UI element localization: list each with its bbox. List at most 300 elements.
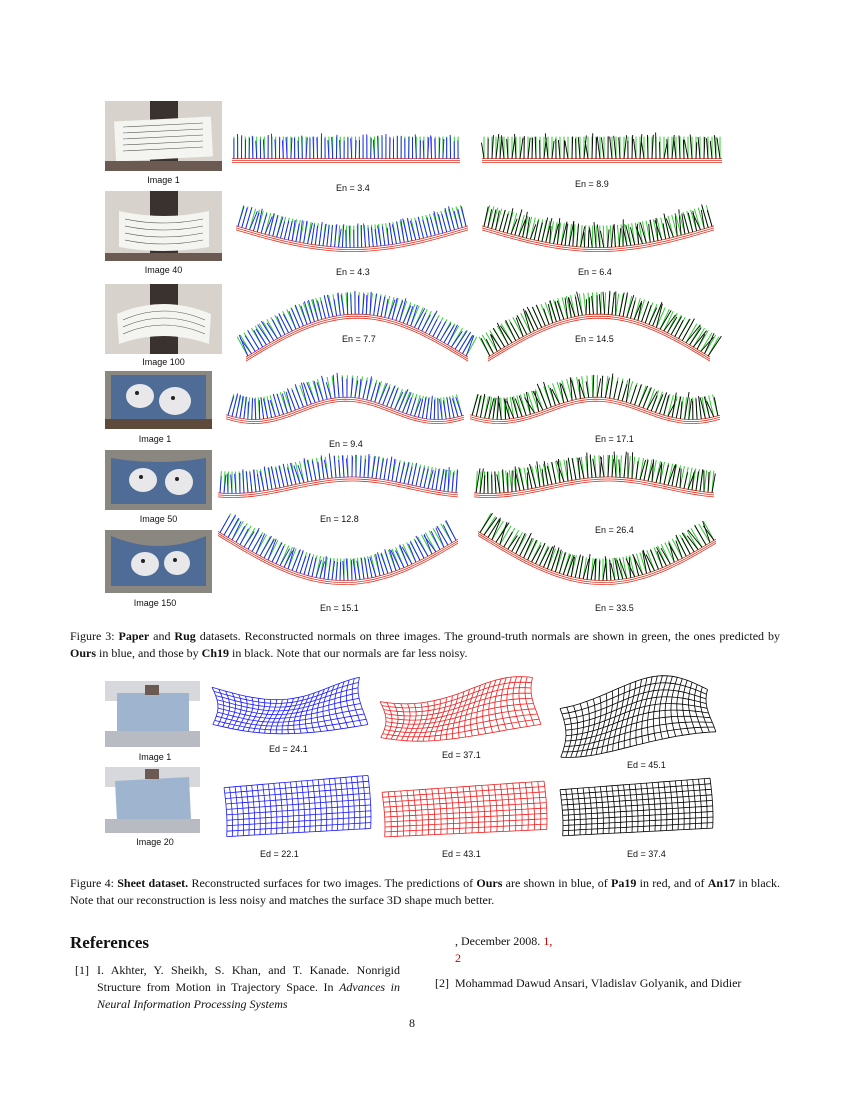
surface-line: [236, 230, 468, 252]
predicted-normal: [257, 474, 260, 491]
predicted-normal: [624, 452, 626, 478]
mesh-line: [340, 778, 343, 830]
paper-photo-100: [105, 284, 222, 354]
predicted-normal: [647, 135, 648, 159]
predicted-normal: [536, 305, 545, 326]
predicted-normal: [588, 230, 589, 247]
mesh-line: [386, 703, 392, 739]
mesh-line: [291, 782, 294, 833]
mesh-line: [313, 780, 316, 832]
ours-normal-error: En = 4.3: [336, 267, 370, 277]
predicted-normal: [608, 229, 609, 247]
mesh-line: [329, 685, 335, 729]
predicted-normal: [380, 459, 384, 479]
mesh-line: [648, 676, 658, 742]
ours-depth-error: Ed = 24.1: [269, 744, 308, 754]
predicted-normal: [491, 335, 501, 350]
predicted-normal: [257, 209, 262, 232]
predicted-normal: [610, 374, 613, 399]
an17-depth-error: Ed = 37.4: [627, 849, 666, 859]
predicted-normal: [396, 463, 400, 482]
predicted-normal: [664, 465, 669, 485]
mesh-line: [572, 789, 575, 835]
predicted-normal: [684, 140, 688, 159]
mesh-line: [463, 787, 466, 834]
mesh-line: [687, 780, 690, 829]
surface-line: [218, 535, 458, 584]
citation-link[interactable]: 2: [455, 951, 461, 965]
mesh-line: [566, 707, 572, 757]
mesh-line: [612, 786, 615, 833]
predicted-normal: [388, 300, 395, 319]
predicted-normal: [384, 459, 387, 480]
predicted-normal: [416, 467, 420, 486]
predicted-normal: [685, 392, 689, 419]
predicted-normal: [250, 472, 252, 492]
paper-photo-1: [105, 101, 222, 171]
ours-normal-error: En = 7.7: [342, 334, 376, 344]
mesh-line: [318, 780, 321, 832]
mesh-line: [444, 788, 447, 834]
predicted-normal: [408, 467, 412, 485]
predicted-normal: [342, 377, 343, 397]
predicted-normal: [248, 402, 249, 420]
figure-4-caption: Figure 4: Sheet dataset. Reconstructed surfaces for two images. The predictions of Ours are shown in blue, of Pa19 in red, and of An17 in black. Note that our reconstruction is less noisy and matches the surface 3D shape much better.: [70, 876, 780, 907]
mesh-line: [495, 679, 501, 732]
image-label: Image 1: [138, 434, 172, 444]
predicted-normal: [360, 456, 361, 477]
ground-truth-normal: [691, 528, 702, 547]
predicted-normal: [612, 292, 614, 315]
mesh-line: [233, 695, 242, 729]
reference-1: [1] I. Akhter, Y. Sheikh, S. Khan, and T. Kanade. Nonrigid Structure from Motion in Trajectory Space. In Advances in Neural Information Processing Systems: [75, 963, 400, 1011]
mesh-line: [482, 785, 485, 832]
mesh-line: [279, 783, 282, 834]
mesh-line: [241, 786, 244, 836]
mesh-line: [230, 787, 233, 836]
predicted-normal: [593, 375, 594, 397]
normals-plot-ours: [218, 515, 458, 597]
predicted-normal: [564, 140, 565, 158]
predicted-normal: [287, 388, 295, 410]
mesh-line: [335, 778, 338, 830]
mesh-line: [358, 677, 368, 724]
mesh-line: [677, 679, 683, 736]
predicted-normal: [416, 221, 420, 240]
predicted-normal: [323, 224, 326, 246]
predicted-normal: [220, 476, 221, 493]
predicted-normal: [351, 294, 352, 314]
predicted-normal: [603, 292, 605, 315]
predicted-normal: [328, 559, 331, 579]
predicted-normal: [334, 299, 337, 316]
predicted-normal: [429, 319, 437, 334]
mesh-line: [235, 787, 238, 836]
mesh-line: [302, 781, 305, 832]
reference-number: [1]: [75, 963, 89, 977]
predicted-normal: [484, 207, 488, 227]
figure-3-caption: Figure 3: Paper and Rug datasets. Reconstructed normals on three images. The ground-truth normals are shown in green, the ones predicted by Ours in blue, and those by Ch19 in black. Note that our normals are far less noisy.: [70, 629, 780, 660]
surface-mesh-ours: [208, 678, 368, 740]
predicted-normal: [430, 217, 435, 235]
normals-plot-ch19: [488, 283, 710, 361]
mesh-line: [532, 782, 535, 830]
predicted-normal: [304, 221, 307, 243]
predicted-normal: [448, 467, 449, 492]
mesh-line: [647, 783, 650, 831]
image-label: Image 100: [142, 357, 185, 367]
predicted-normal: [696, 398, 697, 419]
mesh-line: [671, 677, 677, 736]
mesh-line: [577, 788, 580, 835]
predicted-normal: [321, 301, 326, 319]
predicted-normal: [400, 463, 405, 483]
pa19-depth-error: Ed = 37.1: [442, 750, 481, 760]
predicted-normal: [321, 455, 324, 479]
normals-plot-ch19: [482, 128, 722, 164]
mesh-line: [388, 792, 391, 837]
mesh-line: [525, 782, 528, 830]
predicted-normal: [296, 224, 299, 242]
mesh-line: [263, 784, 266, 834]
predicted-normal: [423, 220, 428, 238]
predicted-normal: [295, 384, 303, 407]
predicted-normal: [619, 460, 620, 478]
predicted-normal: [312, 461, 316, 481]
mesh-line: [519, 783, 522, 831]
ch19-normal-error: En = 8.9: [575, 179, 609, 189]
predicted-normal: [381, 297, 385, 317]
predicted-normal: [227, 474, 228, 494]
predicted-normal: [284, 221, 289, 239]
ground-truth-normal: [688, 468, 692, 490]
ours-normal-error: En = 12.8: [320, 514, 359, 524]
mesh-line: [432, 789, 435, 835]
mesh-line: [706, 690, 716, 732]
predicted-normal: [388, 457, 392, 481]
mesh-line: [600, 787, 603, 834]
predicted-normal: [676, 468, 680, 487]
predicted-normal: [277, 316, 285, 334]
predicted-normal: [614, 452, 616, 478]
mesh-line: [513, 677, 520, 728]
mesh-line: [324, 779, 327, 831]
mesh-line: [624, 785, 627, 833]
predicted-normal: [420, 468, 425, 487]
predicted-normal: [547, 466, 552, 484]
mesh-line: [635, 784, 638, 832]
mesh-line: [419, 790, 422, 836]
predicted-normal: [587, 554, 590, 579]
predicted-normal: [435, 139, 436, 159]
predicted-normal: [714, 397, 718, 416]
predicted-normal: [248, 330, 259, 349]
predicted-normal: [292, 550, 300, 571]
predicted-normal: [366, 295, 367, 314]
predicted-normal: [377, 296, 381, 316]
mesh-line: [583, 788, 586, 835]
predicted-normal: [298, 141, 299, 159]
predicted-normal: [447, 398, 450, 419]
predicted-normal: [292, 308, 300, 327]
predicted-normal: [557, 301, 564, 320]
predicted-normal: [707, 210, 712, 226]
predicted-normal: [446, 520, 456, 540]
predicted-normal: [327, 225, 329, 246]
surface-line: [236, 228, 468, 250]
predicted-normal: [480, 513, 493, 532]
predicted-normal: [696, 471, 698, 490]
mesh-line: [531, 678, 541, 725]
ch19-normal-error: En = 14.5: [575, 334, 614, 344]
predicted-normal: [277, 217, 283, 237]
predicted-normal: [577, 224, 579, 247]
predicted-normal: [385, 299, 388, 317]
predicted-normal: [276, 468, 280, 488]
mesh-line: [659, 676, 667, 739]
predicted-normal: [530, 464, 536, 488]
mesh-line: [451, 788, 454, 834]
predicted-normal: [418, 399, 422, 417]
reference-2: [2] Mohammad Dawud Ansari, Vladislav Golyanik, and Didier: [435, 976, 742, 990]
mesh-line: [268, 784, 271, 834]
reference-number: [2]: [435, 976, 449, 990]
predicted-normal: [682, 538, 690, 554]
mesh-line: [560, 790, 563, 836]
ground-truth-normal: [513, 317, 523, 336]
predicted-normal: [307, 460, 312, 481]
mesh-line: [417, 702, 428, 741]
predicted-normal: [534, 220, 538, 240]
surface-line: [478, 535, 716, 584]
mesh-line: [606, 786, 609, 833]
mesh-line: [351, 777, 354, 830]
ours-normal-error: En = 3.4: [336, 183, 370, 193]
citation-link[interactable]: 1: [543, 934, 550, 948]
predicted-normal: [626, 378, 630, 402]
mesh-line: [469, 786, 472, 833]
predicted-normal: [315, 226, 317, 245]
predicted-normal: [510, 322, 519, 338]
predicted-normal: [282, 394, 287, 414]
predicted-normal: [612, 225, 614, 247]
mesh-line: [494, 785, 497, 832]
mesh-line: [323, 687, 329, 730]
predicted-normal: [528, 540, 537, 560]
ours-depth-error: Ed = 22.1: [260, 849, 299, 859]
mesh-line: [670, 781, 673, 830]
predicted-normal: [374, 294, 377, 316]
predicted-normal: [261, 397, 264, 419]
mesh-line: [576, 704, 584, 758]
mesh-line: [704, 779, 707, 829]
mesh-line: [212, 687, 218, 724]
predicted-normal: [461, 206, 466, 226]
ch19-normal-error: En = 33.5: [595, 603, 634, 613]
predicted-normal: [424, 469, 428, 488]
predicted-normal: [397, 222, 401, 243]
mesh-line: [618, 785, 621, 833]
surface-mesh-pa19: [378, 778, 548, 840]
mesh-line: [652, 783, 655, 832]
mesh-line: [216, 714, 364, 726]
predicted-normal: [632, 452, 633, 478]
rug-photo-50: [105, 450, 212, 510]
predicted-normal: [287, 467, 292, 485]
predicted-normal: [700, 469, 703, 491]
mesh-line: [642, 677, 652, 744]
predicted-normal: [368, 454, 369, 478]
predicted-normal: [363, 380, 367, 399]
predicted-normal: [371, 138, 372, 159]
image-label: Image 40: [144, 265, 183, 275]
predicted-normal: [539, 547, 548, 565]
pa19-depth-error: Ed = 43.1: [442, 849, 481, 859]
predicted-normal: [296, 550, 303, 572]
mesh-line: [589, 788, 592, 835]
ground-truth-normal: [592, 226, 593, 248]
predicted-normal: [367, 376, 372, 400]
predicted-normal: [437, 322, 446, 339]
predicted-normal: [288, 221, 292, 240]
surface-mesh-an17: [556, 775, 714, 839]
mesh-line: [252, 785, 255, 835]
predicted-normal: [568, 458, 572, 481]
mesh-line: [560, 709, 566, 758]
image-label: Image 150: [133, 598, 177, 608]
predicted-normal: [430, 396, 432, 420]
predicted-normal: [675, 320, 683, 336]
predicted-normal: [260, 471, 264, 491]
predicted-normal: [302, 136, 303, 159]
references-heading: References: [70, 933, 149, 952]
predicted-normal: [610, 560, 611, 580]
mesh-line: [407, 791, 410, 836]
mesh-line: [693, 780, 696, 830]
mesh-line: [681, 780, 684, 829]
predicted-normal: [622, 384, 627, 401]
predicted-normal: [440, 323, 451, 340]
surface-mesh-ours: [220, 772, 372, 840]
mesh-line: [500, 784, 503, 831]
predicted-normal: [329, 453, 332, 478]
mesh-line: [213, 725, 368, 734]
mesh-line: [224, 788, 227, 837]
predicted-normal: [220, 516, 230, 533]
mesh-line: [413, 790, 416, 835]
predicted-normal: [387, 386, 396, 407]
predicted-normal: [269, 467, 272, 489]
mesh-line: [401, 791, 404, 836]
image-label: Image 50: [139, 514, 178, 524]
mesh-line: [412, 703, 422, 741]
predicted-normal: [618, 381, 623, 400]
predicted-normal: [596, 138, 597, 159]
predicted-normal: [352, 456, 353, 477]
sheet-photo-20: [105, 767, 200, 833]
mesh-line: [285, 783, 288, 834]
predicted-normal: [684, 472, 688, 488]
surface-mesh-pa19: [376, 680, 541, 748]
normals-plot-ours: [236, 198, 468, 260]
mesh-line: [471, 685, 481, 736]
mesh-line: [629, 784, 632, 832]
predicted-normal: [271, 466, 276, 488]
mesh-line: [335, 684, 342, 729]
predicted-normal: [708, 472, 709, 493]
mesh-line: [363, 776, 366, 829]
mesh-line: [357, 776, 360, 829]
image-label: Image 1: [138, 752, 172, 762]
predicted-normal: [437, 526, 448, 545]
mesh-line: [346, 777, 349, 829]
mesh-line: [307, 781, 310, 832]
mesh-line: [296, 782, 299, 833]
mesh-line: [507, 784, 510, 832]
mesh-line: [683, 680, 690, 734]
predicted-normal: [337, 373, 339, 398]
ch19-normal-error: En = 26.4: [595, 525, 634, 535]
predicted-normal: [365, 558, 368, 579]
mesh-line: [476, 786, 479, 833]
predicted-normal: [245, 336, 255, 352]
mesh-line: [641, 784, 644, 832]
normals-plot-ours: [218, 455, 458, 510]
predicted-normal: [312, 558, 316, 577]
image-label: Image 1: [147, 175, 180, 185]
mesh-line: [507, 677, 514, 729]
ch19-normal-error: En = 17.1: [595, 434, 634, 444]
mesh-line: [368, 775, 371, 828]
mesh-line: [243, 697, 253, 730]
ground-truth-normal: [584, 293, 586, 315]
predicted-normal: [426, 398, 429, 419]
normals-plot-ch19: [482, 198, 714, 260]
predicted-normal: [620, 559, 627, 578]
mesh-line: [566, 789, 569, 835]
mesh-line: [329, 779, 332, 831]
predicted-normal: [370, 292, 371, 315]
predicted-normal: [390, 223, 393, 244]
predicted-normal: [264, 467, 268, 491]
predicted-normal: [505, 399, 506, 420]
mesh-line: [658, 782, 661, 831]
mesh-line: [274, 783, 277, 833]
mesh-line: [438, 788, 441, 834]
predicted-normal: [488, 209, 492, 227]
mesh-line: [595, 787, 598, 834]
predicted-normal: [283, 464, 288, 486]
predicted-normal: [650, 220, 654, 242]
predicted-normal: [458, 209, 462, 228]
mesh-line: [218, 689, 224, 725]
mesh-line: [513, 783, 516, 831]
normals-plot-ours: [226, 372, 464, 428]
mesh-line: [501, 678, 507, 730]
mesh-line: [699, 779, 702, 829]
mesh-line: [426, 789, 429, 835]
mesh-line: [395, 791, 398, 836]
predicted-normal: [286, 392, 291, 412]
mesh-line: [246, 786, 249, 836]
mesh-line: [664, 782, 667, 831]
predicted-normal: [392, 224, 396, 243]
predicted-normal: [319, 222, 322, 245]
predicted-normal: [412, 463, 416, 485]
an17-depth-error: Ed = 45.1: [627, 760, 666, 770]
normals-plot-ch19: [470, 372, 720, 428]
mesh-line: [380, 702, 386, 738]
